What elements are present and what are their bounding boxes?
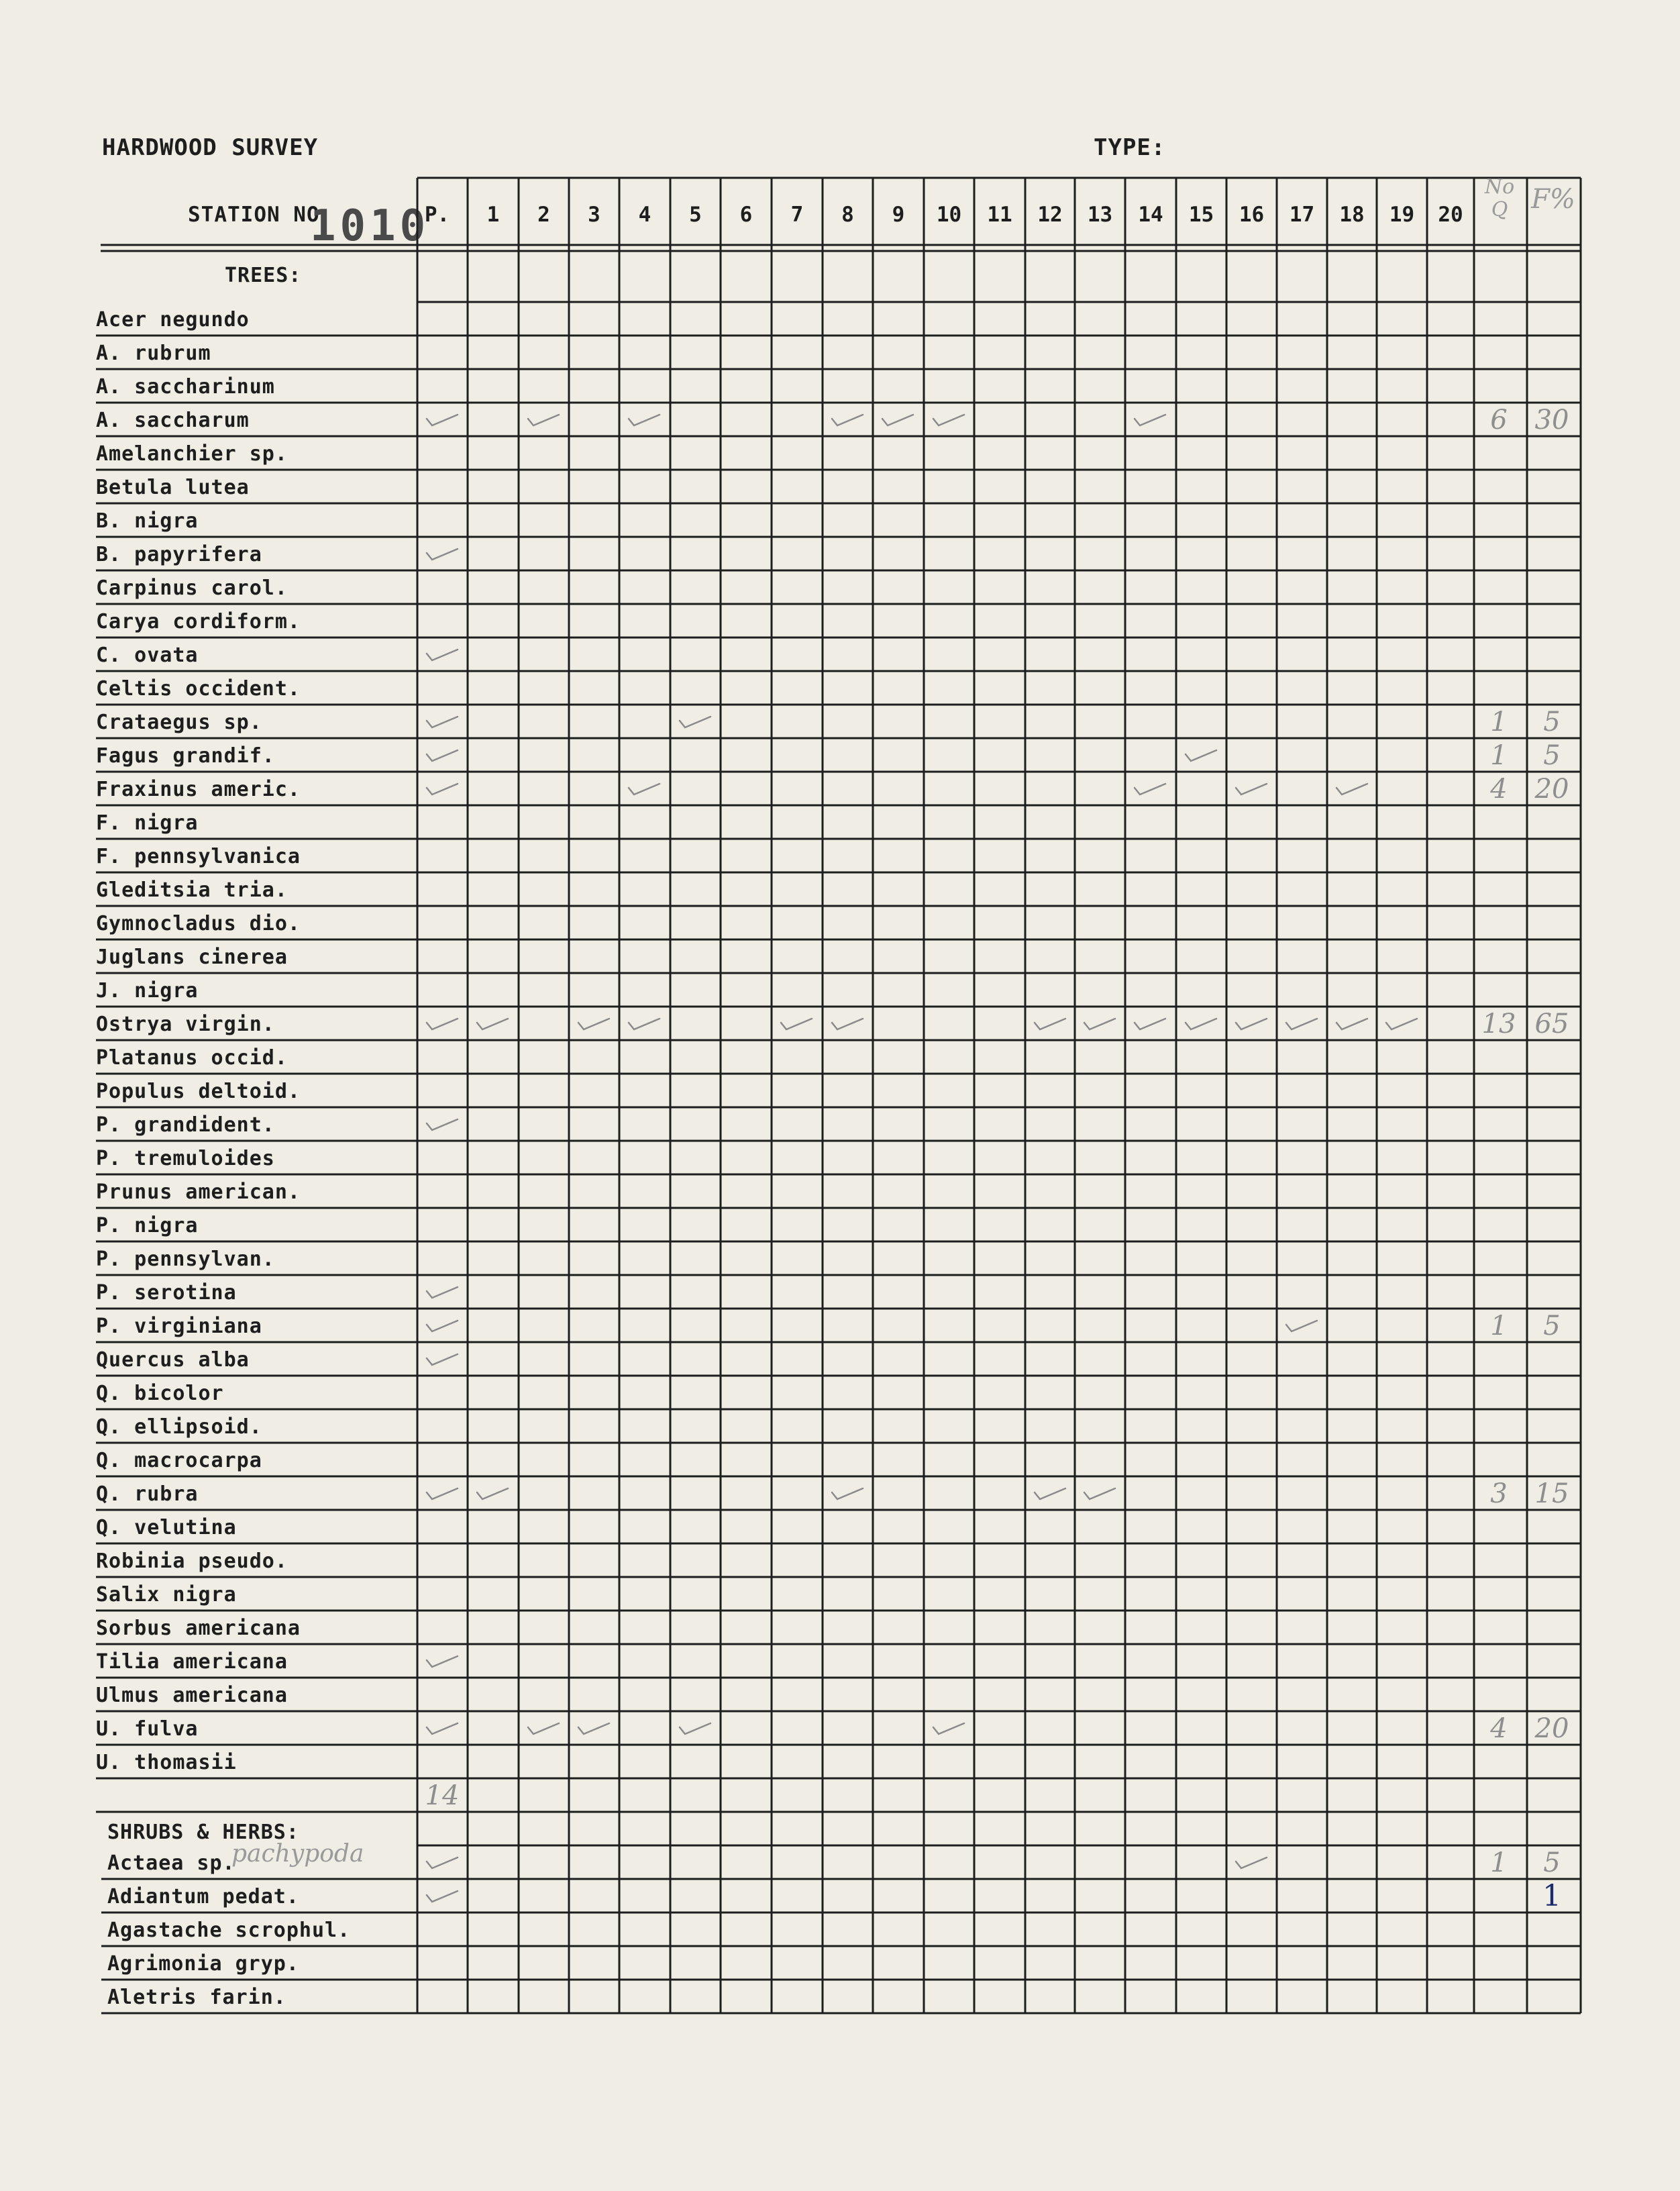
quadrat-count: 1 (1490, 1311, 1508, 1341)
column-header-quadrat: 4 (638, 203, 651, 227)
species-name: Robinia pseudo. (96, 1549, 288, 1573)
species-name: Actaea sp. (107, 1851, 235, 1875)
quadrat-count: 1 (1490, 707, 1508, 737)
section-trees-heading: TREES: (225, 264, 302, 287)
column-header-quadrat: 9 (892, 203, 905, 227)
species-name: Fagus grandif. (96, 744, 275, 768)
species-name: A. saccharum (96, 409, 250, 432)
species-name: A. rubrum (96, 342, 211, 365)
species-name: P. tremuloides (96, 1147, 275, 1170)
frequency-percent: 5 (1543, 740, 1561, 771)
species-name: U. fulva (96, 1717, 199, 1741)
column-header-quadrat: 12 (1037, 203, 1063, 227)
species-name: Quercus alba (96, 1348, 250, 1372)
species-name: Ostrya virgin. (96, 1013, 275, 1036)
column-header-quadrat: 2 (537, 203, 550, 227)
species-name: Populus deltoid. (96, 1080, 301, 1103)
species-name: Betula lutea (96, 476, 250, 499)
species-name: P. nigra (96, 1214, 199, 1237)
species-name: F. nigra (96, 811, 199, 835)
species-name: Q. macrocarpa (96, 1449, 262, 1472)
species-name: A. saccharinum (96, 375, 275, 399)
species-name: Q. bicolor (96, 1382, 224, 1405)
species-name: Gymnocladus dio. (96, 912, 301, 935)
quadrat-count: 1 (1490, 1847, 1508, 1878)
column-header-quadrat: 6 (739, 203, 753, 227)
species-name: P. serotina (96, 1281, 237, 1305)
species-name: B. papyrifera (96, 543, 262, 566)
species-name: C. ovata (96, 644, 199, 667)
frequency-percent: 65 (1534, 1009, 1569, 1039)
survey-title: HARDWOOD SURVEY (102, 134, 319, 161)
species-name: Juglans cinerea (96, 946, 288, 969)
station-number-stamp: 1010 (310, 201, 430, 251)
column-header-quadrat: 3 (588, 203, 600, 227)
column-header-quadrat: 8 (841, 203, 854, 227)
species-name: Salix nigra (96, 1583, 237, 1607)
column-header-quadrat: 5 (689, 203, 702, 227)
species-name: Gleditsia tria. (96, 878, 288, 902)
frequency-percent: 5 (1543, 1311, 1561, 1341)
species-name: F. pennsylvanica (96, 845, 301, 868)
quadrat-count: 6 (1490, 405, 1508, 436)
column-header-quadrat: 17 (1289, 203, 1315, 227)
section-shrubs-heading: SHRUBS & HERBS: (107, 1821, 299, 1844)
species-name: Amelanchier sp. (96, 442, 288, 466)
species-name: Ulmus americana (96, 1684, 288, 1707)
species-name: P. virginiana (96, 1315, 262, 1338)
frequency-percent: 20 (1534, 774, 1569, 805)
species-name: Celtis occident. (96, 677, 301, 701)
species-name: Q. velutina (96, 1516, 237, 1539)
frequency-percent: 30 (1534, 405, 1569, 436)
frequency-percent: 5 (1543, 1847, 1561, 1878)
species-name: Agrimonia gryp. (107, 1952, 299, 1976)
column-header-count: No Q (1484, 175, 1515, 221)
species-name: Agastache scrophul. (107, 1919, 351, 1942)
species-name: B. nigra (96, 509, 199, 533)
column-header-quadrat: 11 (987, 203, 1012, 227)
species-name: P. pennsylvan. (96, 1247, 275, 1271)
species-name: Acer negundo (96, 308, 250, 332)
column-header-quadrat: 10 (936, 203, 962, 227)
column-header-quadrat: 7 (790, 203, 804, 227)
frequency-percent: 15 (1534, 1478, 1569, 1509)
frequency-percent: 20 (1534, 1713, 1569, 1744)
species-name: Sorbus americana (96, 1617, 301, 1640)
column-header-quadrat: 19 (1389, 203, 1415, 227)
column-header-quadrat: 1 (486, 203, 500, 227)
quadrat-count: 4 (1490, 774, 1508, 805)
species-name: Fraxinus americ. (96, 778, 301, 801)
column-header-quadrat: 18 (1339, 203, 1365, 227)
species-name: J. nigra (96, 979, 199, 1003)
species-name: Carya cordiform. (96, 610, 301, 633)
column-header-p: P. (424, 203, 450, 227)
species-name: Tilia americana (96, 1650, 288, 1674)
species-name: Adiantum pedat. (107, 1885, 299, 1908)
quadrat-count: 13 (1481, 1009, 1516, 1039)
trees-total-p: 14 (425, 1780, 460, 1811)
frequency-percent: 1 (1542, 1879, 1561, 1913)
species-name: Q. rubra (96, 1482, 199, 1506)
species-name: U. thomasii (96, 1751, 237, 1774)
column-header-quadrat: 16 (1239, 203, 1265, 227)
species-name: Crataegus sp. (96, 711, 262, 734)
station-label: STATION NO (188, 203, 320, 227)
quadrat-count: 1 (1490, 740, 1508, 771)
column-header-quadrat: 13 (1087, 203, 1113, 227)
column-header-quadrat: 14 (1138, 203, 1163, 227)
species-name: Aletris farin. (107, 1986, 286, 2009)
quadrat-count: 3 (1490, 1478, 1508, 1509)
species-name: P. grandident. (96, 1113, 275, 1137)
species-name: Q. ellipsoid. (96, 1415, 262, 1439)
handwritten-note: pachypoda (231, 1840, 364, 1868)
species-name: Prunus american. (96, 1180, 301, 1204)
type-label: TYPE: (1094, 134, 1166, 161)
column-header-quadrat: 15 (1188, 203, 1214, 227)
column-header-frequency: F% (1531, 184, 1575, 215)
column-header-quadrat: 20 (1438, 203, 1463, 227)
species-name: Carpinus carol. (96, 576, 288, 600)
quadrat-count: 4 (1490, 1713, 1508, 1744)
species-name: Platanus occid. (96, 1046, 288, 1070)
frequency-percent: 5 (1543, 707, 1561, 737)
